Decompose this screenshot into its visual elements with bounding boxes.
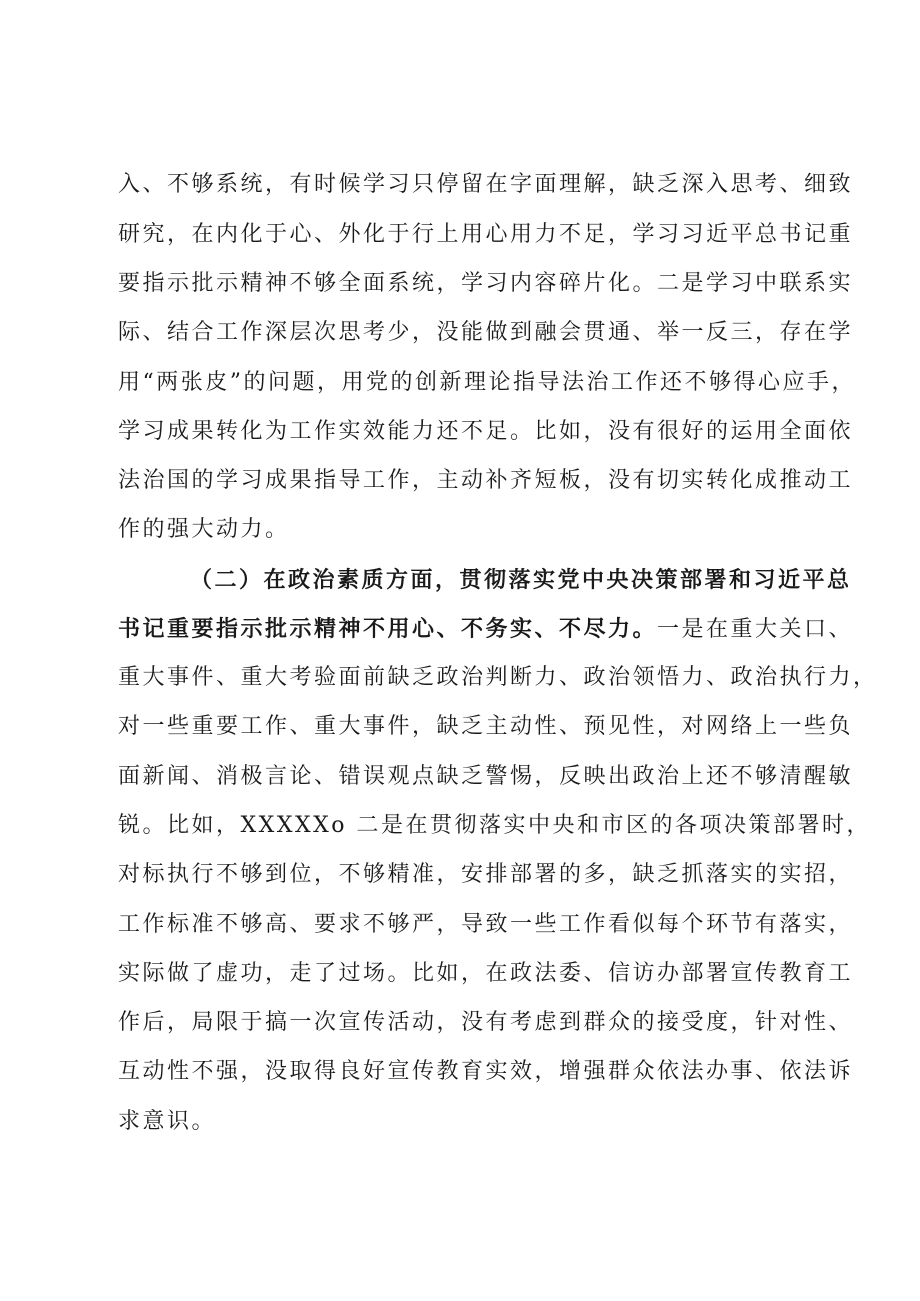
text-line: 法治国的学习成果指导工作，主动补齐短板，没有切实转化成推动工: [118, 468, 854, 493]
text-line: 对标执行不够到位，不够精准，安排部署的多，缺乏抓落实的实招，: [118, 862, 854, 887]
text-line: 求意识。: [118, 1109, 217, 1134]
text-line: 用“两张皮”的问题，用党的创新理论指导法治工作还不够得心应手，: [118, 370, 856, 395]
text-line: 研究，在内化于心、外化于行上用心用力不足，学习习近平总书记重: [118, 222, 854, 247]
text-line: 锐。比如，XXXXXo 二是在贯彻落实中央和市区的各项决策部署时，: [118, 813, 872, 838]
section-body-text: 一是在重大关口、: [657, 617, 854, 642]
section-heading-continuation: [118, 609, 853, 649]
text-line: 际、结合工作深层次思考少，没能做到融会贯通、举一反三，存在学: [118, 320, 854, 345]
section-heading-bold-text: 书记重要指示批示精神不用心、不务实、不尽力。: [118, 616, 658, 642]
text-line: 互动性不强，没取得良好宣传教育实效，增强群众依法办事、依法诉: [118, 1059, 854, 1084]
text-line: 重大事件、重大考验面前缺乏政治判断力、政治领悟力、政治执行力，: [118, 665, 878, 690]
section-heading: （二）在政治素质方面，贯彻落实党中央决策部署和习近平总: [190, 567, 852, 593]
text-line: 作后，局限于搞一次宣传活动，没有考虑到群众的接受度，针对性、: [118, 1010, 854, 1035]
text-line: 作的强大动力。: [118, 517, 290, 542]
text-line: 学习成果转化为工作实效能力还不足。比如，没有很好的运用全面依: [118, 419, 854, 444]
text-line: 要指示批示精神不够全面系统，学习内容碎片化。二是学习中联系实: [118, 271, 854, 296]
text-line: 入、不够系统，有时候学习只停留在字面理解，缺乏深入思考、细致: [118, 172, 854, 197]
text-line: 工作标准不够高、要求不够严，导致一些工作看似每个环节有落实，: [118, 912, 854, 937]
text-line: 实际做了虚功，走了过场。比如，在政法委、信访办部署宣传教育工: [118, 961, 854, 986]
text-line: 面新闻、消极言论、错误观点缺乏警惕，反映出政治上还不够清醒敏: [118, 764, 854, 789]
text-line: 对一些重要工作、重大事件，缺乏主动性、预见性，对网络上一些负: [118, 714, 854, 739]
